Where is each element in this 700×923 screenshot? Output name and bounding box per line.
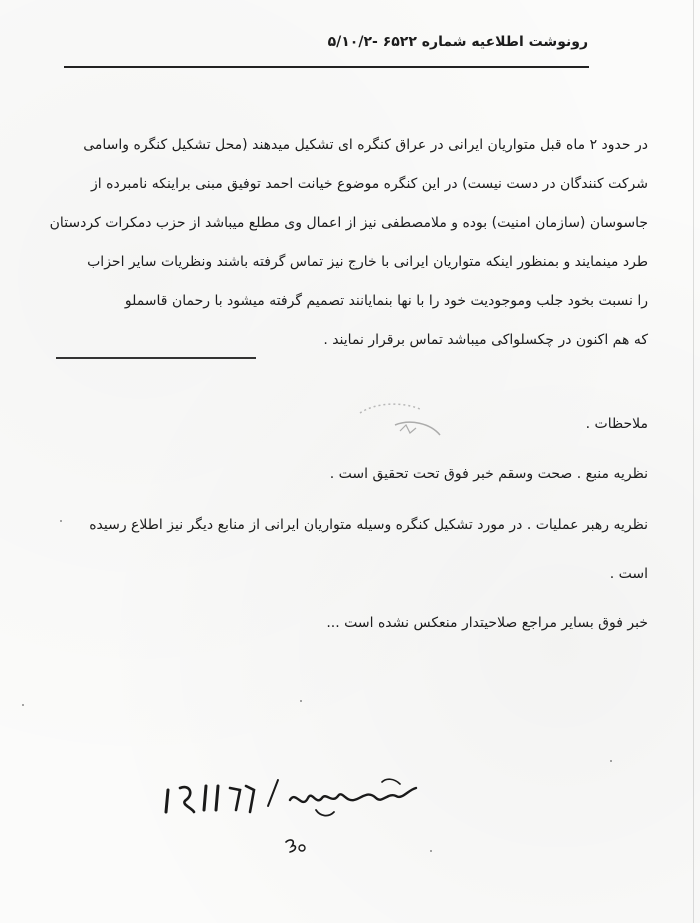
source-opinion: نظریه منبع . صحت وسقم خبر فوق تحت تحقیق است . [329,466,648,482]
ops-opinion-line-2: است . [609,566,648,582]
header-rule [64,66,589,68]
scan-edge [693,0,694,923]
body-line-1: در حدود ۲ ماه قبل متواریان ایرانی در عراق کنگره ای تشکیل میدهند (محل تشکیل کنگره واسامی [83,137,648,153]
scan-speck [22,704,24,706]
report-body [30,126,648,360]
body-line-2: شرکت کنندگان در دست نیست) در این کنگره موضوع خیانت احمد توفیق مبنی براینکه نامبرده از [91,176,648,192]
notes-heading: ملاحظات . [585,416,648,432]
handwritten-signature [150,760,440,870]
body-line-3: جاسوسان (سازمان امنیت) بوده و ملامصطفی نیز از اعمال وی مطلع میباشد از حزب دمکرات کردستان [49,215,648,231]
body-line-5: را نسبت بخود جلب وموجودیت خود را با نها بنمایانند تصمیم گرفته میشود با رحمان قاسملو [124,293,648,309]
document-header: رونوشت اطلاعیه شماره ۶۵۲۲ -۵/۱۰/۲ [327,34,588,50]
ops-opinion-line-1: نظریه رهبر عملیات . در مورد تشکیل کنگره وسیله متواریان ایرانی از منابع دیگر نیز اطلاع رسیده [89,517,648,533]
scan-speck [430,850,432,852]
scan-speck [610,760,612,762]
scan-speck [300,700,302,702]
body-line-6: که هم اکنون در چکسلواکی میباشد تماس برقرار نمایند . [323,332,648,348]
scan-speck [60,520,62,522]
closing-note: خبر فوق بسایر مراجع صلاحیتدار منعکس نشده است ... [326,615,648,631]
body-line-4: طرد مینمایند و بمنظور اینکه متواریان ایرانی با خارج نیز تماس گرفته باشند ونظریات سایر احزاب [87,254,648,270]
name-underline [56,357,256,359]
